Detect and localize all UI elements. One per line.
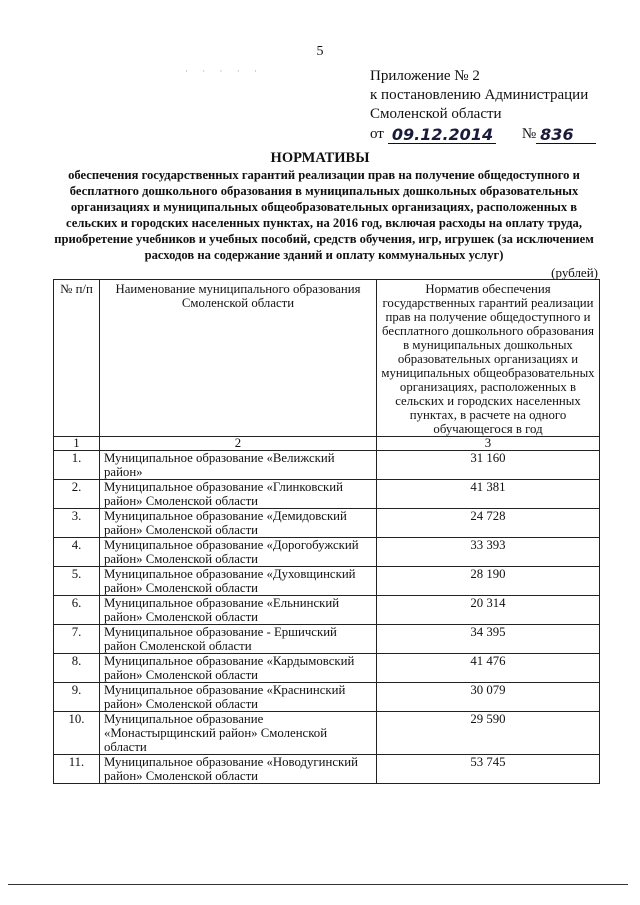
row-norm-value: 30 079	[377, 683, 600, 712]
row-norm-value: 33 393	[377, 538, 600, 567]
row-number: 4.	[54, 538, 100, 567]
row-municipality: Муниципальное образование - Ершичский район Смоленской области	[100, 625, 377, 654]
appendix-line-2: к постановлению Администрации	[370, 87, 589, 103]
row-number: 1.	[54, 451, 100, 480]
table-header-row	[54, 280, 600, 437]
row-municipality: Муниципальное образование «Кардымовский район» Смоленской области	[100, 654, 377, 683]
handwritten-date: 09.12.2014	[388, 126, 496, 144]
scan-specks: · · · · ·	[185, 66, 263, 76]
footer-divider	[8, 884, 628, 885]
row-number: 5.	[54, 567, 100, 596]
index-cell: 3	[377, 437, 600, 451]
row-number: 6.	[54, 596, 100, 625]
row-municipality: Муниципальное образование «Демидовский район» Смоленской области	[100, 509, 377, 538]
row-municipality: Муниципальное образование «Ельнинский район» Смоленской области	[100, 596, 377, 625]
row-municipality: Муниципальное образование «Велижский район»	[100, 451, 377, 480]
row-norm-value: 31 160	[377, 451, 600, 480]
appendix-date-line	[370, 125, 596, 144]
row-municipality: Муниципальное образование «Краснинский район» Смоленской области	[100, 683, 377, 712]
appendix-line-1: Приложение № 2	[370, 68, 480, 84]
row-norm-value: 34 395	[377, 625, 600, 654]
table-row	[54, 712, 600, 755]
row-norm-value: 20 314	[377, 596, 600, 625]
appendix-line-3: Смоленской области	[370, 106, 502, 122]
row-norm-value: 28 190	[377, 567, 600, 596]
row-norm-value: 41 476	[377, 654, 600, 683]
table-row	[54, 683, 600, 712]
table-row	[54, 654, 600, 683]
header-municipality: Наименование муниципального образования Смоленской области	[100, 280, 377, 437]
table-row	[54, 596, 600, 625]
row-norm-value: 29 590	[377, 712, 600, 755]
row-municipality: Муниципальное образование «Дорогобужский район» Смоленской области	[100, 538, 377, 567]
document-subtitle: обеспечения государственных гарантий реализации прав на получение общедоступного и бесплатного дошкольного образования в муниципальных дошкольных образовательных организациях и муниципальных общеобразовательных организациях, расположенных в сельских и городских населенных пунктах, на 2016 год, включая расходы на оплату труда, приобретение учебников и учебных пособий, средств обучения, игр, игрушек (за исключением расходов на содержание зданий и оплату коммунальных услуг)	[54, 168, 594, 262]
row-number: 9.	[54, 683, 100, 712]
table-row	[54, 567, 600, 596]
units-label: (рублей)	[551, 265, 598, 280]
row-number: 10.	[54, 712, 100, 755]
page-number: 5	[316, 44, 324, 59]
table-index-row	[54, 437, 600, 451]
row-norm-value: 24 728	[377, 509, 600, 538]
row-norm-value: 41 381	[377, 480, 600, 509]
row-municipality: Муниципальное образование «Монастырщинский район» Смоленской области	[100, 712, 377, 755]
index-cell: 2	[100, 437, 377, 451]
table-row	[54, 625, 600, 654]
row-number: 11.	[54, 755, 100, 784]
row-municipality: Муниципальное образование «Глинковский район» Смоленской области	[100, 480, 377, 509]
header-norm: Норматив обеспечения государственных гарантий реализации прав на получение общедоступного и бесплатного дошкольного образования в муниципальных дошкольных образовательных организациях и муниципальных общеобразовательных организациях, расположенных в сельских и городских населенных пунктах, в расчете на одного обучающегося в год	[377, 280, 600, 437]
number-label: №	[521, 126, 537, 142]
index-cell: 1	[54, 437, 100, 451]
row-norm-value: 53 745	[377, 755, 600, 784]
table-row	[54, 755, 600, 784]
table-row	[54, 480, 600, 509]
appendix-block	[370, 67, 596, 144]
row-number: 3.	[54, 509, 100, 538]
row-number: 7.	[54, 625, 100, 654]
document-title: НОРМАТИВЫ	[270, 150, 370, 166]
from-label: от	[370, 126, 384, 142]
table-row	[54, 538, 600, 567]
row-municipality: Муниципальное образование «Новодугинский район» Смоленской области	[100, 755, 377, 784]
handwritten-number: 836	[536, 126, 596, 144]
row-municipality: Муниципальное образование «Духовщинский район» Смоленской области	[100, 567, 377, 596]
row-number: 2.	[54, 480, 100, 509]
table-row	[54, 509, 600, 538]
header-number: № п/п	[54, 280, 100, 437]
row-number: 8.	[54, 654, 100, 683]
table-row	[54, 451, 600, 480]
norms-table	[53, 279, 600, 784]
